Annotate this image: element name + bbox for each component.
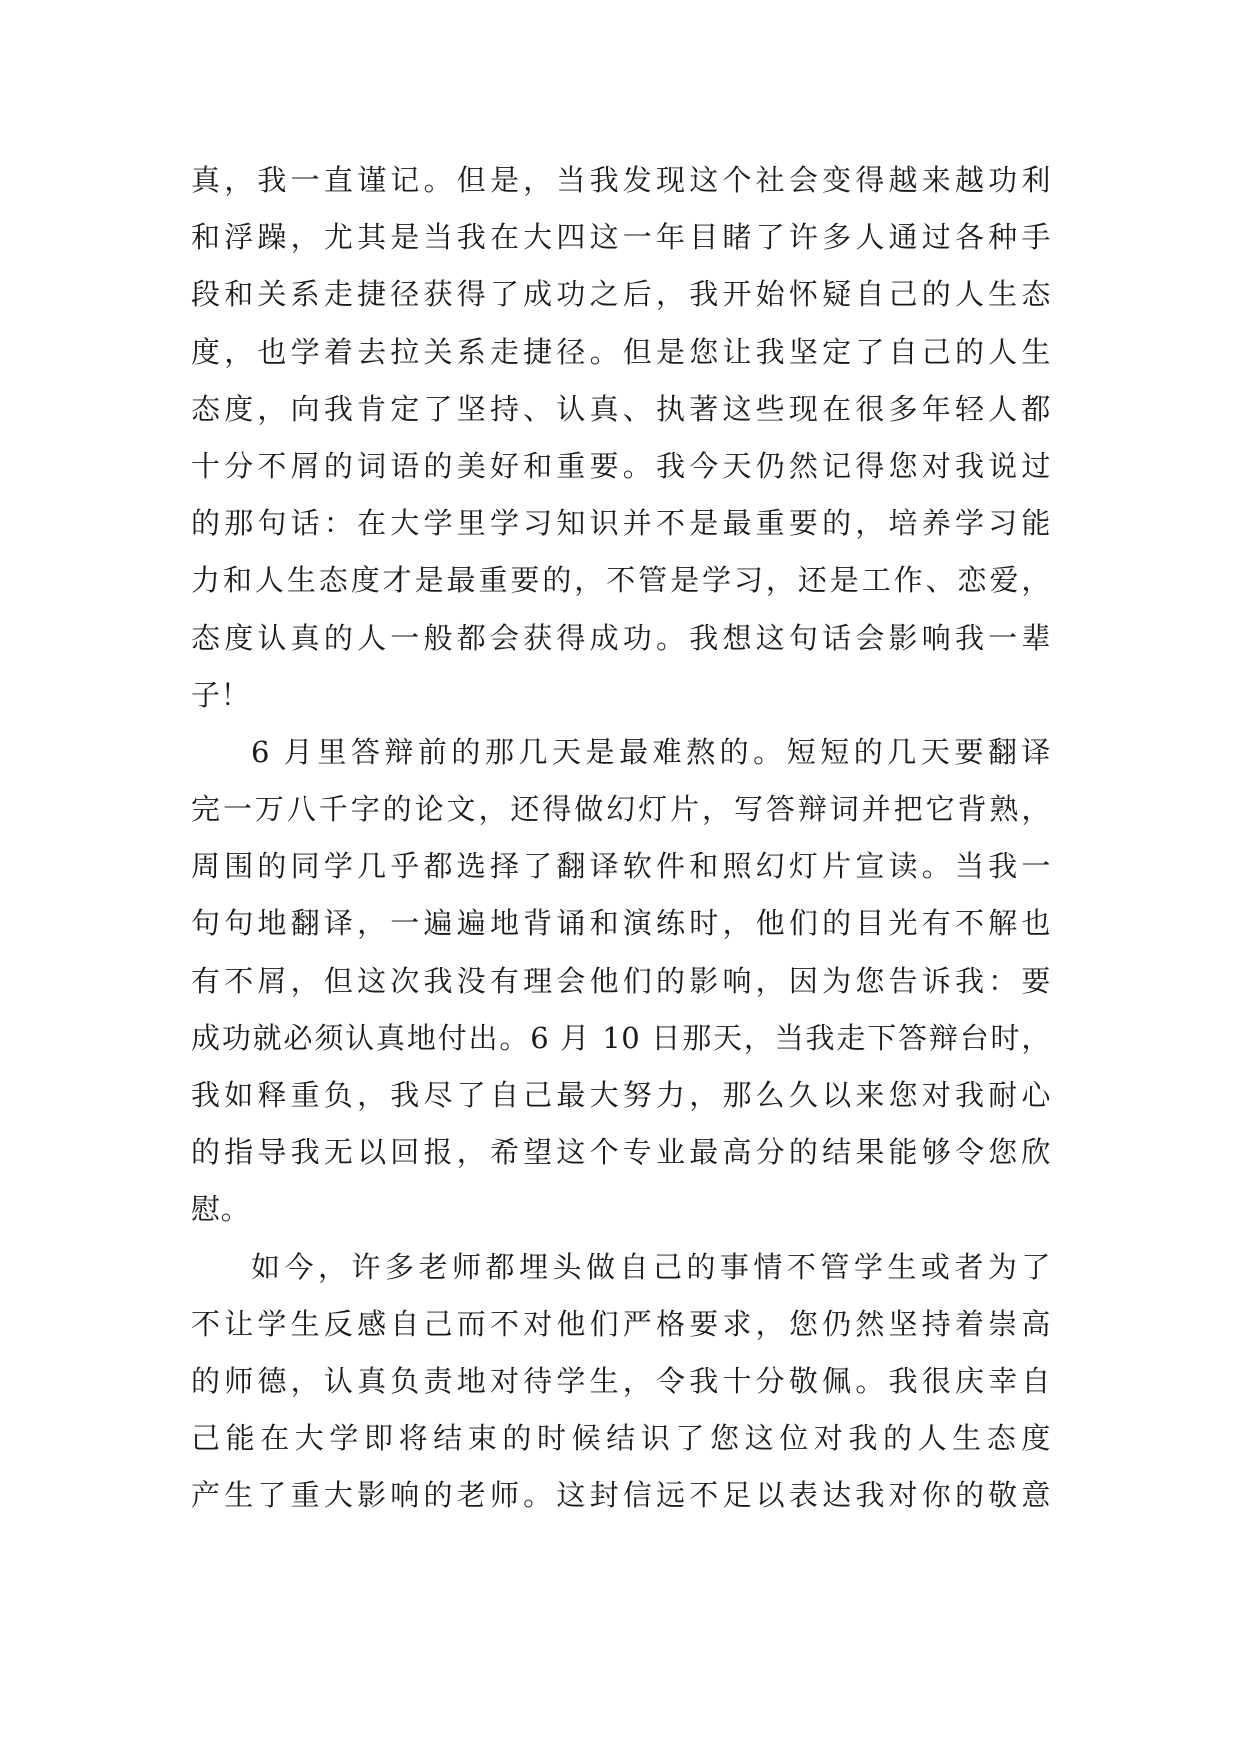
text-line: 己能在大学即将结束的时候结识了您这位对我的人生态度 [191, 1421, 1051, 1456]
text-line: 不让学生反感自己而不对他们严格要求，您仍然坚持着崇高 [191, 1306, 1051, 1341]
text-line: 的那句话：在大学里学习知识并不是最重要的，培养学习能 [191, 506, 1051, 541]
letter-body [191, 152, 1051, 1525]
text-line: 度，也学着去拉关系走捷径。但是您让我坚定了自己的人生 [191, 334, 1051, 369]
text-line: 产生了重大影响的老师。这封信远不足以表达我对你的敬意 [191, 1478, 1051, 1513]
text-line: 完一万八千字的论文，还得做幻灯片，写答辩词并把它背熟， [191, 792, 1051, 827]
text-line: 有不屑，但这次我没有理会他们的影响，因为您告诉我：要 [191, 963, 1051, 998]
text-line: 十分不屑的词语的美好和重要。我今天仍然记得您对我说过 [191, 448, 1051, 483]
paragraph-first-line: 6 月里答辩前的那几天是最难熬的。短短的几天要翻译 [251, 734, 1051, 769]
text-line: 子！ [191, 677, 251, 712]
text-line: 我如释重负，我尽了自己最大努力，那么久以来您对我耐心 [191, 1078, 1051, 1112]
text-line: 和浮躁，尤其是当我在大四这一年目睹了许多人通过各种手 [191, 220, 1051, 255]
text-line: 力和人生态度才是最重要的，不管是学习，还是工作、恋爱， [191, 563, 1051, 598]
text-line: 的指导我无以回报，希望这个专业最高分的结果能够令您欣 [191, 1135, 1051, 1170]
text-line: 段和关系走捷径获得了成功之后，我开始怀疑自己的人生态 [191, 277, 1051, 312]
text-line: 周围的同学几乎都选择了翻译软件和照幻灯片宣读。当我一 [191, 849, 1051, 884]
text-line: 态度，向我肯定了坚持、认真、执著这些现在很多年轻人都 [191, 391, 1051, 426]
text-line: 成功就必须认真地付出。6 月 10 日那天，当我走下答辩台时， [191, 1020, 1051, 1055]
paragraph-first-line: 如今，许多老师都埋头做自己的事情不管学生或者为了 [251, 1249, 1051, 1284]
text-line: 的师德，认真负责地对待学生，令我十分敬佩。我很庆幸自 [191, 1363, 1051, 1398]
text-line: 句句地翻译，一遍遍地背诵和演练时，他们的目光有不解也 [191, 906, 1051, 941]
text-line: 态度认真的人一般都会获得成功。我想这句话会影响我一辈 [191, 620, 1051, 655]
text-line: 慰。 [191, 1192, 251, 1227]
text-line: 真，我一直谨记。但是，当我发现这个社会变得越来越功利 [191, 163, 1051, 197]
